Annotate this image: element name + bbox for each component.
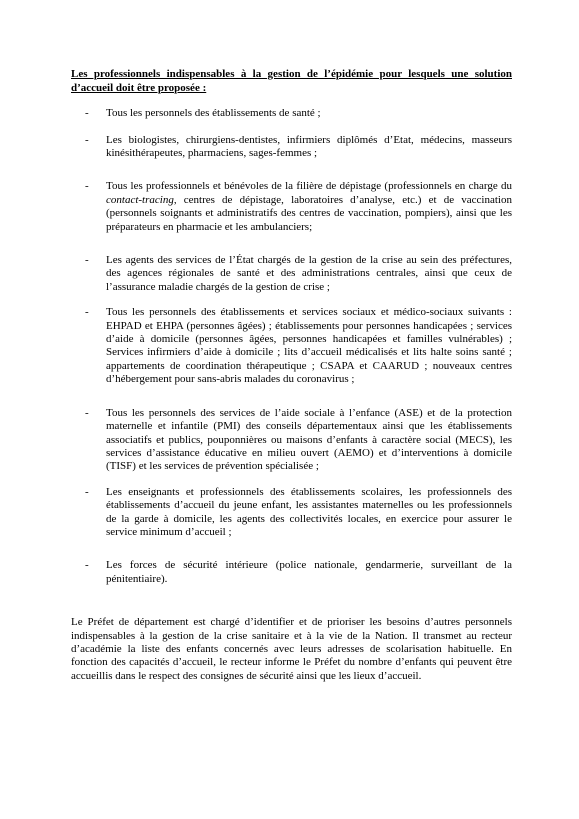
list-dash: - [85, 107, 89, 120]
document-page [71, 68, 512, 683]
professionals-list [71, 107, 512, 586]
list-item [71, 254, 512, 294]
list-item [71, 306, 512, 386]
list-item-text: Tous les personnels des établissements de santé ; [106, 107, 321, 120]
list-dash: - [85, 254, 89, 267]
list-dash: - [85, 559, 89, 572]
closing-paragraph: Le Préfet de département est chargé d’identifier et de prioriser les besoins d’autres personnels indispensables à la gestion de la crise sanitaire et à la vie de la Nation. Il transmet au recteur d’académie la liste des enfants concernés avec leurs adresses de scolarisation habituelle. En fonction des capacités d’accueil, le recteur informe le Préfet du nombre d’enfants qui peuvent être accueillis dans le respect des consignes de sécurité ainsi que les lieux d’accueil. [71, 616, 512, 682]
list-dash: - [85, 306, 89, 319]
list-item [71, 180, 512, 234]
list-item-text-before: Tous les professionnels et bénévoles de la filière de dépistage (professionnels en charge du [106, 180, 512, 193]
list-item [71, 107, 512, 120]
list-dash: - [85, 133, 89, 146]
list-dash: - [85, 180, 89, 193]
list-dash: - [85, 485, 89, 498]
list-item-text: Les biologistes, chirurgiens-dentistes, infirmiers diplômés d’Etat, médecins, masseurs kinésithérapeutes, pharmaciens, sages-femmes ; [106, 133, 512, 159]
list-item-text: Tous les personnels des services de l’aide sociale à l’enfance (ASE) et de la protection maternelle et infantile (PMI) des conseils départementaux ainsi que les établissements associatifs et publics, pouponnières ou maisons d’enfants à caractère social (MECS), les services d’assistance éducative en milieu ouvert (AEMO) et d’interventions à domicile (TISF) et les services de prévention spécialisée ; [106, 406, 512, 473]
list-item-text: Tous les personnels des établissements et services sociaux et médico-sociaux suivants : EHPAD et EHPA (personnes âgées) ; établissements pour personnes handicapées ; services d’aide à domicile (personnes âgées, personnes handicapées et familles vulnérables) ; Services infirmiers d’aide à domicile ; lits d’accueil médicalisés et lits halte soins santé ; appartements de coordination thérapeutique ; CSAPA et CAARUD ; nouveaux centres d’hébergement pour sans-abris malades du coronavirus ; [106, 306, 512, 386]
list-item-text-italic: contact-tracing [106, 193, 174, 206]
list-item-text: Les forces de sécurité intérieure (police nationale, gendarmerie, surveillant de la pénitentiaire). [106, 559, 512, 585]
list-dash: - [85, 406, 89, 419]
section-heading: Les professionnels indispensables à la gestion de l’épidémie pour lesquels une solution d’accueil doit être proposée : [71, 68, 512, 94]
list-item [71, 486, 512, 540]
list-item [71, 559, 512, 586]
list-item-text: Les agents des services de l’État chargés de la gestion de la crise au sein des préfectures, des agences régionales de santé et des administrations centrales, ainsi que ceux de l’assurance maladie chargés de la gestion de crise ; [106, 254, 512, 293]
list-item [71, 407, 512, 474]
list-item [71, 134, 512, 161]
list-item-text: Les enseignants et professionnels des établissements scolaires, les professionnels des établissements d’accueil du jeune enfant, les assistantes maternelles ou les professionnels de la garde à domicile, les agents des collectivités locales, en exercice pour assurer le service minimum d’accueil ; [106, 485, 512, 538]
list-item-text-after: , centres de dépistage, laboratoires d’analyse, etc.) et de vaccination (personnels soignants et administratifs des centres de vaccination, pompiers), ainsi que les préparateurs en pharmacie et les ambulanciers; [106, 193, 512, 233]
